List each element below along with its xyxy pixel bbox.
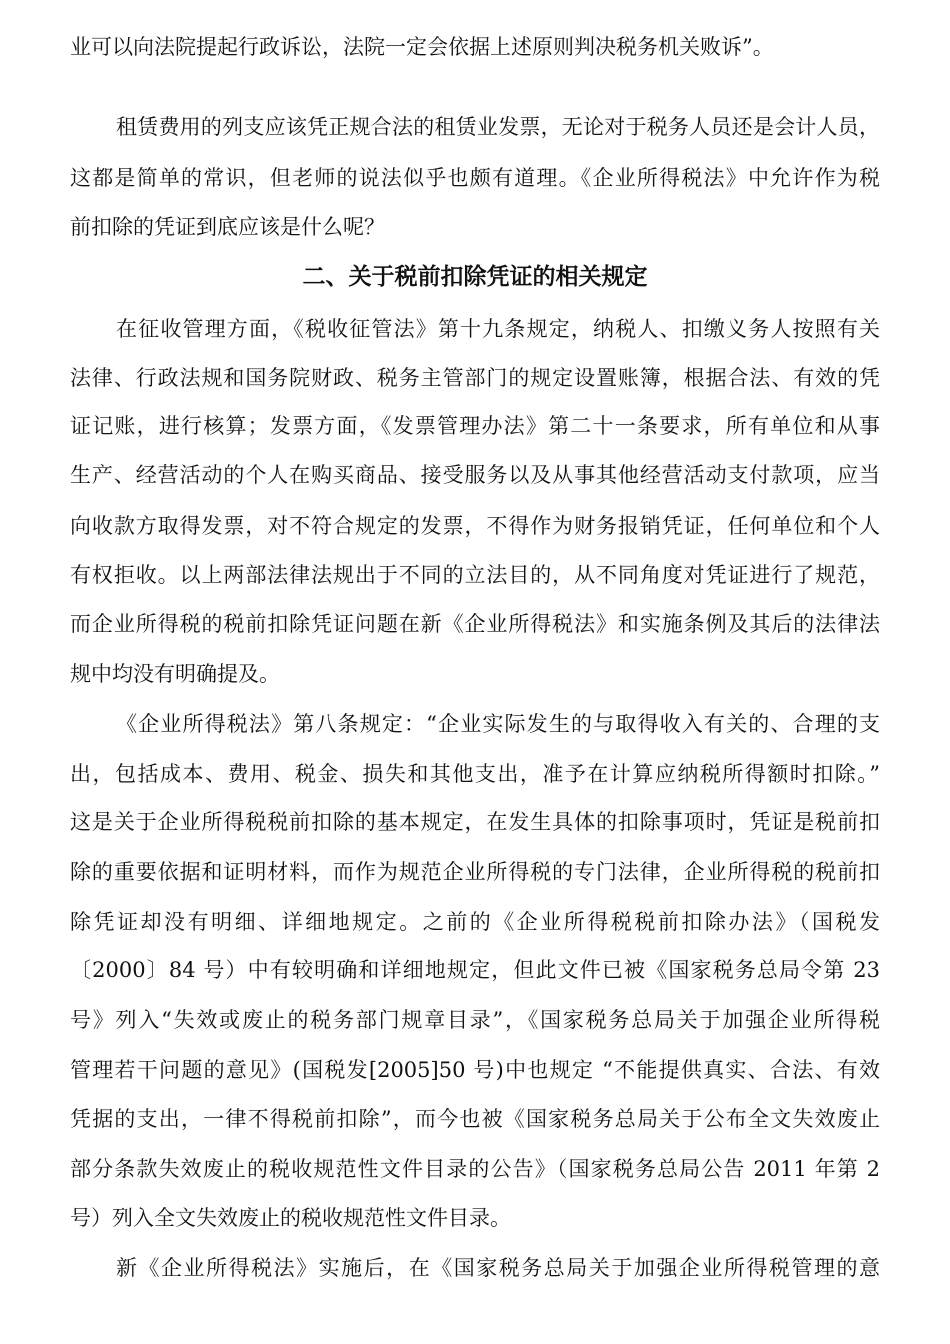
paragraph-3-line-4: 除的重要依据和证明材料，而作为规范企业所得税的专门法律，企业所得税的税前扣 — [70, 860, 880, 884]
paragraph-2-line-4: 生产、经营活动的个人在购买商品、接受服务以及从事其他经营活动支付款项，应当 — [70, 463, 880, 487]
paragraph-3-line-9: 凭据的支出，一律不得税前扣除”，而今也被《国家税务总局关于公布全文失效废止 — [70, 1107, 880, 1131]
paragraph-3-line-6: 〔2000〕84 号）中有较明确和详细地规定，但此文件已被《国家税务总局令第 23 — [70, 958, 880, 982]
paragraph-3-line-5: 除凭证却没有明细、详细地规定。之前的《企业所得税税前扣除办法》（国税发 — [70, 910, 880, 934]
paragraph-2-line-3: 证记账，进行核算；发票方面，《发票管理办法》第二十一条要求，所有单位和从事 — [70, 414, 880, 438]
paragraph-2-line-5: 向收款方取得发票，对不符合规定的发票，不得作为财务报销凭证，任何单位和个人 — [70, 514, 880, 538]
paragraph-3-line-2: 出，包括成本、费用、税金、损失和其他支出，准予在计算应纳税所得额时扣除。” — [70, 762, 880, 786]
paragraph-1-line-3: 前扣除的凭证到底应该是什么呢？ — [70, 215, 385, 239]
intro-paragraph-tail: 业可以向法院提起行政诉讼，法院一定会依据上述原则判决税务机关败诉”。 — [70, 35, 774, 59]
paragraph-3-line-11: 号）列入全文失效废止的税收规范性文件目录。 — [70, 1206, 511, 1230]
section-heading: 二、关于税前扣除凭证的相关规定 — [302, 264, 648, 290]
paragraph-2-line-8: 规中均没有明确提及。 — [70, 662, 280, 686]
paragraph-2-line-7: 而企业所得税的税前扣除凭证问题在新《企业所得税法》和实施条例及其后的法律法 — [70, 612, 880, 636]
paragraph-2-line-1: 在征收管理方面，《税收征管法》第十九条规定，纳税人、扣缴义务人按照有关 — [116, 317, 880, 341]
paragraph-2-line-2: 法律、行政法规和国务院财政、税务主管部门的规定设置账簿，根据合法、有效的凭 — [70, 366, 880, 390]
paragraph-4-line-1: 新《企业所得税法》实施后，在《国家税务总局关于加强企业所得税管理的意 — [116, 1256, 880, 1280]
paragraph-3-line-10: 部分条款失效废止的税收规范性文件目录的公告》（国家税务总局公告 2011 年第 2 — [70, 1157, 880, 1181]
paragraph-3-line-3: 这是关于企业所得税税前扣除的基本规定，在发生具体的扣除事项时，凭证是税前扣 — [70, 810, 880, 834]
paragraph-3-line-7: 号》列入“失效或废止的税务部门规章目录”，《国家税务总局关于加强企业所得税 — [70, 1008, 880, 1032]
paragraph-2-line-6: 有权拒收。以上两部法律法规出于不同的立法目的，从不同角度对凭证进行了规范， — [70, 563, 880, 587]
paragraph-3-line-8: 管理若干问题的意见》(国税发[2005]50 号)中也规定 “不能提供真实、合法、有效 — [70, 1058, 880, 1082]
paragraph-1-line-2: 这都是简单的常识，但老师的说法似乎也颇有道理。《企业所得税法》中允许作为税 — [70, 166, 880, 190]
paragraph-3-line-1: 《企业所得税法》第八条规定：“企业实际发生的与取得收入有关的、合理的支 — [116, 712, 880, 736]
paragraph-1-line-1: 租赁费用的列支应该凭正规合法的租赁业发票，无论对于税务人员还是会计人员， — [116, 115, 880, 139]
